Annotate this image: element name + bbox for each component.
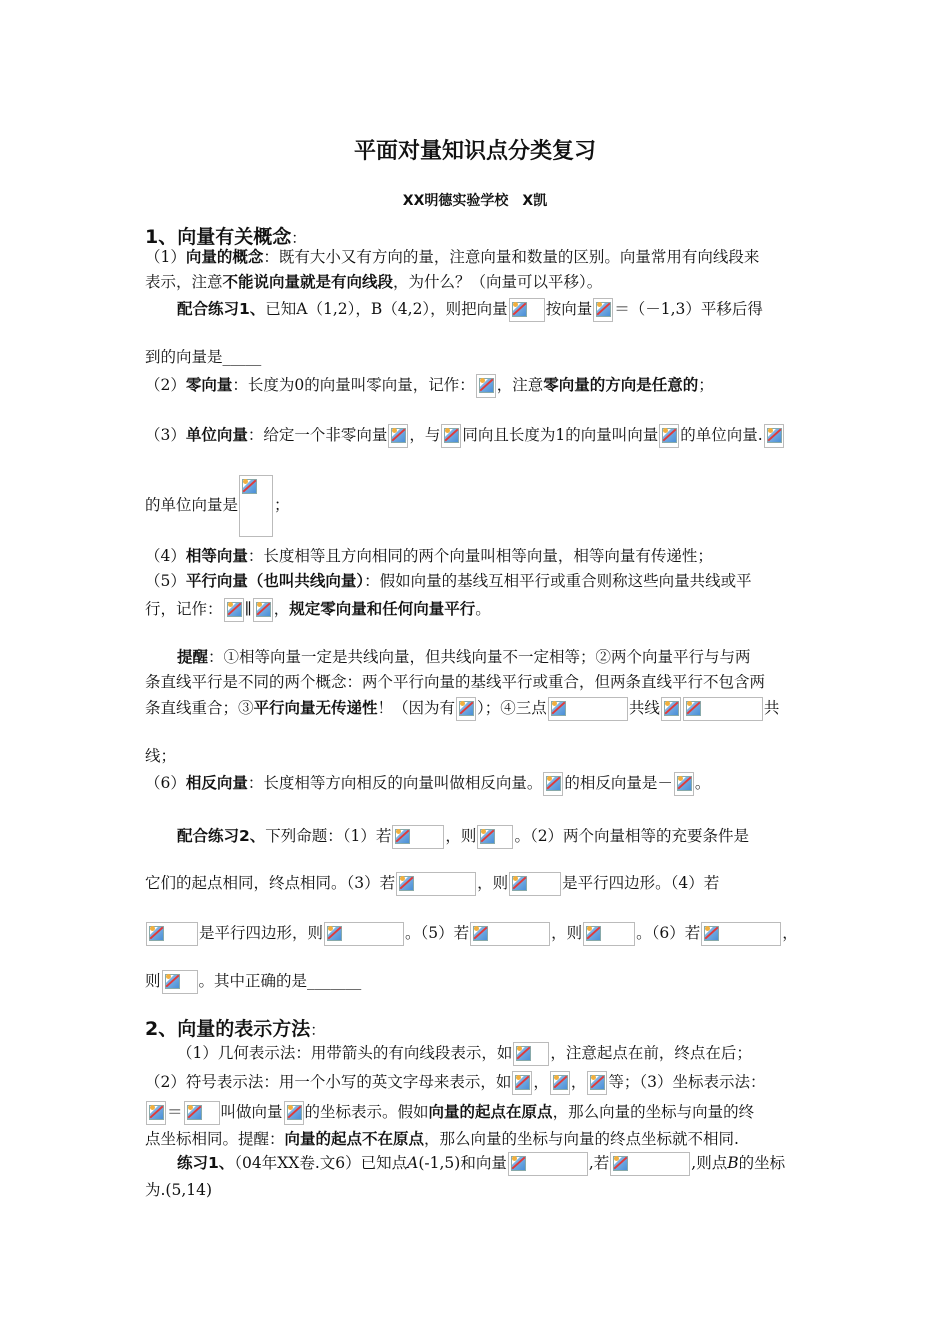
text-line: 线； [145,747,177,765]
text-line: （1）向量的概念：既有大小又有方向的量，注意向量和数量的区别。向量常用有向线段来 [145,248,760,266]
text-line: 是平行四边形，则 。（5）若 ，则 。（6）若 ， [145,922,798,946]
section-heading-2: 2、向量的表示方法： [145,1018,326,1040]
exercise-line: 配合练习1、已知A（1,2），B（4,2），则把向量 按向量 ＝（－1,3）平移后得 [177,298,763,322]
formula-image [550,1071,570,1095]
author-line: XX明德实验学校 X凯 [402,193,548,209]
text-line: 则 。其中正确的是_______ [145,970,361,994]
formula-image [239,475,273,537]
formula-image [587,1071,607,1095]
text-line: （4）相等向量：长度相等且方向相同的两个向量叫相等向量，相等向量有传递性； [145,547,713,565]
formula-image [509,298,545,322]
formula-image [512,1071,532,1095]
text-line: 它们的起点相同，终点相同。（3）若 ，则 是平行四边形。（4）若 [145,872,719,896]
text-line: ＝ 叫做向量 的坐标表示。假如向量的起点在原点，那么向量的坐标与向量的终 [145,1101,754,1125]
formula-image [477,825,513,849]
text-line: 提醒：①相等向量一定是共线向量，但共线向量不一定相等；②两个向量平行与与两 [177,648,751,666]
formula-image [548,697,628,721]
formula-image [284,1101,304,1125]
formula-image [253,598,273,622]
formula-image [593,298,613,322]
formula-image [683,697,763,721]
section-heading-1: 1、向量有关概念： [145,226,307,248]
formula-image [396,872,476,896]
formula-image [513,1042,549,1066]
text-line: （3）单位向量：给定一个非零向量 ，与 同向且长度为1的向量叫向量 的单位向量. [145,424,785,448]
formula-image [324,922,404,946]
formula-image [543,772,563,796]
text-line: （2）符号表示法：用一个小写的英文字母来表示，如 ， ， 等；（3）坐标表示法： [145,1071,766,1095]
formula-image [470,922,550,946]
text-line: （5）平行向量（也叫共线向量）：假如向量的基线互相平行或重合则称这些向量共线或平 [145,572,752,590]
page-title: 平面对量知识点分类复习 [353,139,596,164]
formula-image [146,1101,166,1125]
text-line: （1）几何表示法：用带箭头的有向线段表示，如 ，注意起点在前，终点在后； [177,1042,752,1066]
formula-image [392,825,444,849]
text-line: 条直线平行是不同的两个概念：两个平行向量的基线平行或重合，但两条直线平行不包含两 [145,673,766,691]
formula-image [508,1152,588,1176]
formula-image [674,772,694,796]
text-line: 的单位向量是 ； [145,475,290,537]
formula-image [764,424,784,448]
formula-image [184,1101,220,1125]
text-line: 为.(5,14) [145,1181,213,1199]
formula-image [661,697,681,721]
formula-image [583,922,635,946]
formula-image [146,922,198,946]
text-line: （2）零向量：长度为0的向量叫零向量，记作： ，注意零向量的方向是任意的； [145,374,714,398]
formula-image [476,374,496,398]
text-line: 点坐标相同。提醒：向量的起点不在原点，那么向量的坐标与向量的终点坐标就不相同. [145,1130,739,1148]
text-line: 条直线重合；③平行向量无传递性！（因为有 ）；④三点 共线 共 [145,697,779,721]
text-line: 行，记作： ∥ ，规定零向量和任何向量平行。 [145,598,491,622]
formula-image [659,424,679,448]
formula-image [162,970,198,994]
formula-image [441,424,461,448]
formula-image [701,922,781,946]
formula-image [224,598,244,622]
text-line: 表示，注意不能说向量就是有向线段，为什么？（向量可以平移）。 [145,273,603,291]
text-line: （6）相反向量：长度相等方向相反的向量叫做相反向量。 的相反向量是－ 。 [145,772,710,796]
exercise-line: 练习1、（04年XX卷.文6）已知点A(-1,5)和向量 ,若 ,则点B的坐标 [177,1152,785,1176]
formula-image [388,424,408,448]
text-line: 到的向量是_____ [145,348,262,366]
formula-image [456,697,476,721]
formula-image [509,872,561,896]
formula-image [610,1152,690,1176]
exercise-line: 配合练习2、下列命题：（1）若 ，则 。（2）两个向量相等的充要条件是 [177,825,749,849]
